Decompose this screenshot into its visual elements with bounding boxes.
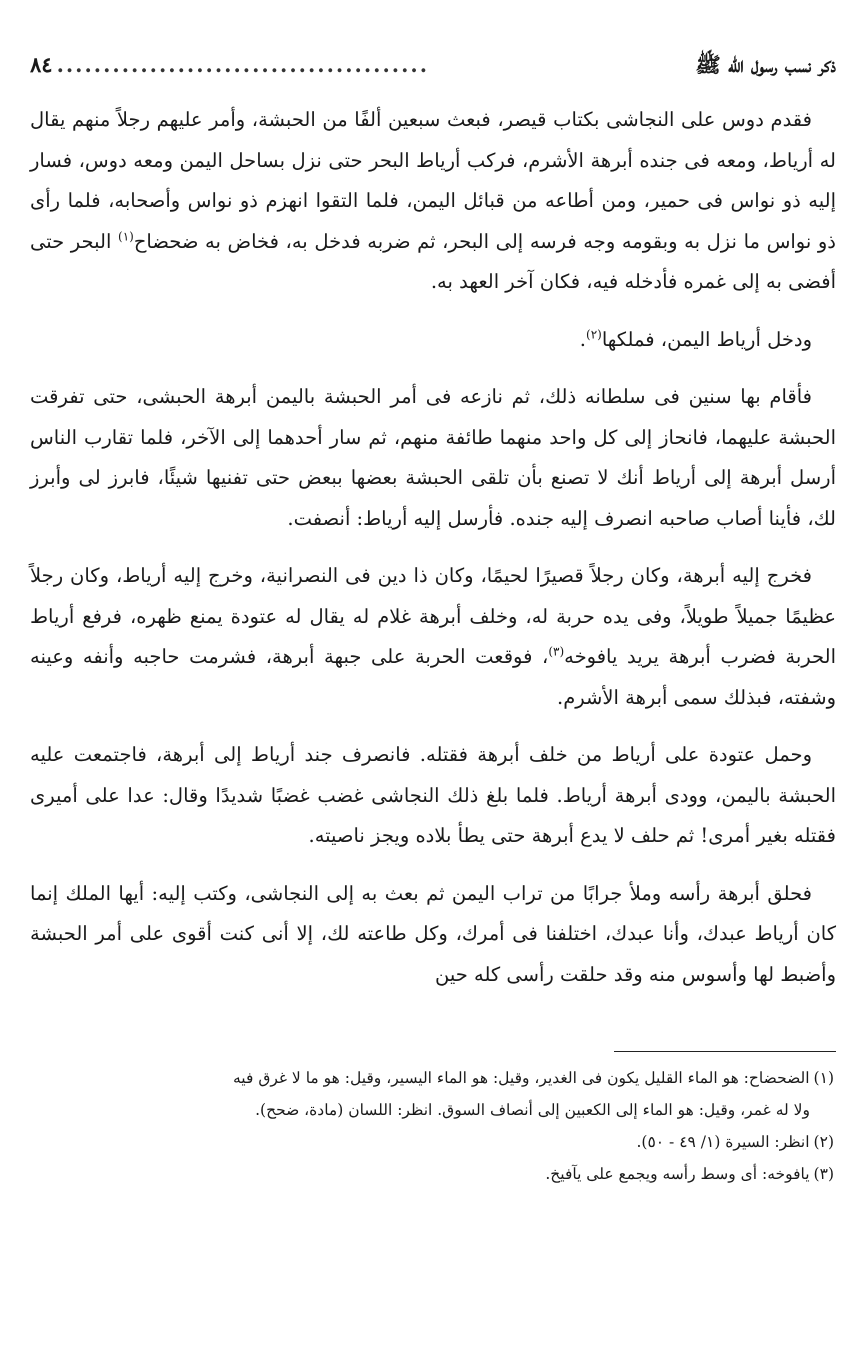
paragraph-text: فأقام بها سنين فى سلطانه ذلك، ثم نازعه فى أمر الحبشة باليمن أبرهة الحبشى، حتى تفرقت الحبشة عليهما، فانحاز إلى كل واحد منهما طائفة منهم، ثم سار أحدهما إلى الآخر، فلما تقارب الناس أرسل أبرهة إلى أرياط أنك لا تصنع بأن تلقى الحبشة بعضها ببعض حتى تفنيها شيئًا، فابرز لى وأبرز لك، فأينا أصاب صاحبه انصرف إليه جنده. فأرسل إليه أرياط: أنصفت. xyxy=(30,385,836,530)
paragraph xyxy=(30,100,836,303)
footnote-ref[interactable]: (٣) xyxy=(548,644,565,659)
paragraph xyxy=(30,874,836,996)
paragraph-text: فحلق أبرهة رأسه وملأ جرابًا من تراب اليمن ثم بعث به إلى النجاشى، وكتب إليه: أيها الملك إنما كان أرياط عبدك، وأنا عبدك، اختلفنا فى أمرك، وكل طاعته لك، إلا أنى كنت أقوى على أمر الحبشة وأضبط لها وأسوس منه وقد حلقت رأسى كله حين xyxy=(30,881,836,986)
footnote-text: الضحضاح: هو الماء القليل يكون فى الغدير، وقيل: هو الماء اليسير، وقيل: هو ما لا غرق فيه xyxy=(233,1069,810,1087)
footnote-ref[interactable]: (١) xyxy=(118,229,134,243)
footnote-text: يافوخه: أى وسط رأسه ويجمع على يآفيخ. xyxy=(545,1165,810,1183)
footnote xyxy=(30,1062,836,1126)
footnote-number: (٢) xyxy=(813,1133,834,1151)
footnote-continuation: ولا له غمر، وقيل: هو الماء إلى الكعبين إلى أنصاف السوق. انظر: اللسان (مادة، ضحح). xyxy=(255,1101,810,1119)
paragraph-text: وحمل عتودة على أرياط من خلف أبرهة فقتله. فانصرف جند أرياط إلى أبرهة، فاجتمعت عليه الحبشة باليمن، وودى أبرهة أرياط. فلما بلغ ذلك النجاشى غضب غضبًا شديدًا وقال: عدا على أميرى فقتله بغير أمرى! ثم حلف لا يدع أبرهة حتى يطأ بلاده ويجز ناصيته. xyxy=(30,743,836,847)
body-text xyxy=(30,100,836,995)
paragraph xyxy=(30,320,836,361)
paragraph xyxy=(30,377,836,539)
running-title: ذكر نسب رسول الله ﷺ xyxy=(695,52,836,77)
footnote-number: (٣) xyxy=(813,1165,834,1183)
footnote-number: (١) xyxy=(813,1069,834,1087)
paragraph xyxy=(30,735,836,857)
paragraph-text: البحر حتى أفضى به إلى غمره فأدخله فيه، فكان آخر العهد به. xyxy=(30,229,836,293)
footnote-text: انظر: السيرة (١/ ٤٩ - ٥٠). xyxy=(636,1133,810,1151)
book-page xyxy=(30,52,836,1190)
footnote-ref[interactable]: (٢) xyxy=(586,327,602,341)
paragraph-text: فخرج إليه أبرهة، وكان رجلاً قصيرًا لحيمًا، وكان ذا دين فى النصرانية، وخرج إليه أرياط، وكان رجلاً عظيمًا جميلاً طويلاً، وفى يده حربة له، وخلف أبرهة غلام له يقال له عتودة يمنع ظهره، فرفع أرياط الحربة فضرب أبرهة يريد يافوخه xyxy=(30,564,836,668)
paragraph xyxy=(30,556,836,718)
paragraph-text: ، فوقعت الحربة على جبهة أبرهة، فشرمت حاجبه وأنفه وعينه وشفته، فبذلك سمى أبرهة الأشرم. xyxy=(30,645,836,709)
page-number: ٨٤ xyxy=(30,52,53,77)
footnote xyxy=(30,1158,836,1190)
footnote xyxy=(30,1126,836,1158)
paragraph-text: فقدم دوس على النجاشى بكتاب قيصر، فبعث سبعين ألفًا من الحبشة، وأمر عليهم رجلاً منهم يقال له أرياط، ومعه فى جنده أبرهة الأشرم، فركب أرياط البحر حتى نزل بساحل اليمن ومعه دوس، فسار إليه ذو نواس فى حمير، ومن أطاعه من قبائل اليمن، فلما التقوا انهزم ذو نواس وأصحابه، فلما رأى ذو نواس ما نزل به وبقومه وجه فرسه إلى البحر، ثم ضربه فدخل به، فخاض به ضحضاح xyxy=(30,108,836,253)
paragraph-text: ودخل أرياط اليمن، فملكها xyxy=(601,327,812,351)
running-header xyxy=(30,52,836,92)
footnote-separator xyxy=(614,1051,836,1052)
footnotes xyxy=(30,1062,836,1190)
paragraph-text: . xyxy=(579,327,586,351)
leader-dots: ........................................ xyxy=(56,52,430,77)
